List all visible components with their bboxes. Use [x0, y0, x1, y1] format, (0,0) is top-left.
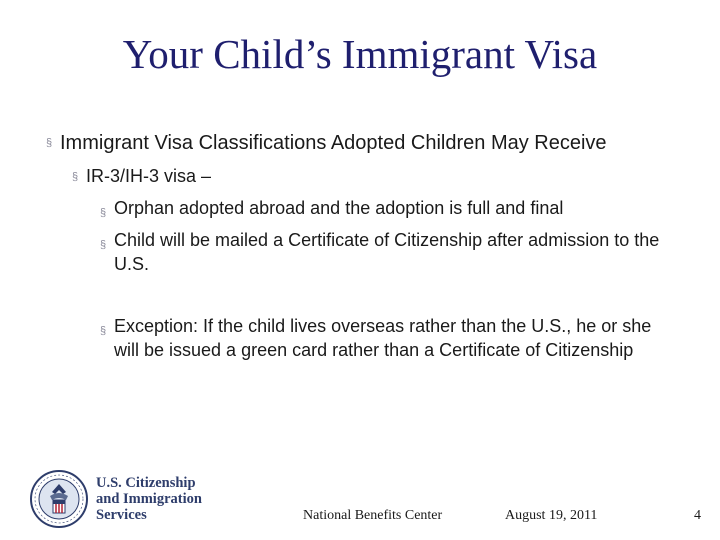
footer-center-text: National Benefits Center [303, 508, 443, 523]
logo-line2: and Immigration [96, 491, 202, 507]
bullet-level3 [100, 228, 680, 276]
footer-date: August 19, 2011 [505, 508, 598, 523]
uscis-logo [30, 470, 202, 528]
bullet-text: Child will be mailed a Certificate of Citizenship after admission to the U.S. [114, 230, 660, 274]
bullet-marker: § [100, 207, 107, 219]
bullet-text: Exception: If the child lives overseas rather than the U.S., he or she will be issued a green card rather than a Certificate of Citizenship [114, 316, 652, 360]
bullet-level3 [100, 197, 680, 224]
bullet-marker: § [46, 137, 53, 149]
dhs-seal-icon [30, 470, 88, 528]
slide-title: Your Child’s Immigrant Visa [122, 31, 598, 77]
logo-line1: U.S. Citizenship [96, 475, 196, 491]
page-number: 4 [694, 508, 701, 523]
bullet-level1 [46, 132, 696, 155]
bullet-text: IR-3/IH-3 visa – [86, 166, 212, 186]
bullet-text: Orphan adopted abroad and the adoption is full and final [114, 198, 564, 218]
bullet-marker: § [72, 171, 79, 183]
bullet-marker: § [100, 325, 107, 337]
bullet-level2 [72, 166, 672, 187]
bullet-level3 [100, 314, 680, 362]
bullet-text: Immigrant Visa Classifications Adopted Children May Receive [60, 132, 607, 154]
bullet-marker: § [100, 239, 107, 251]
logo-line3: Services [96, 507, 147, 523]
